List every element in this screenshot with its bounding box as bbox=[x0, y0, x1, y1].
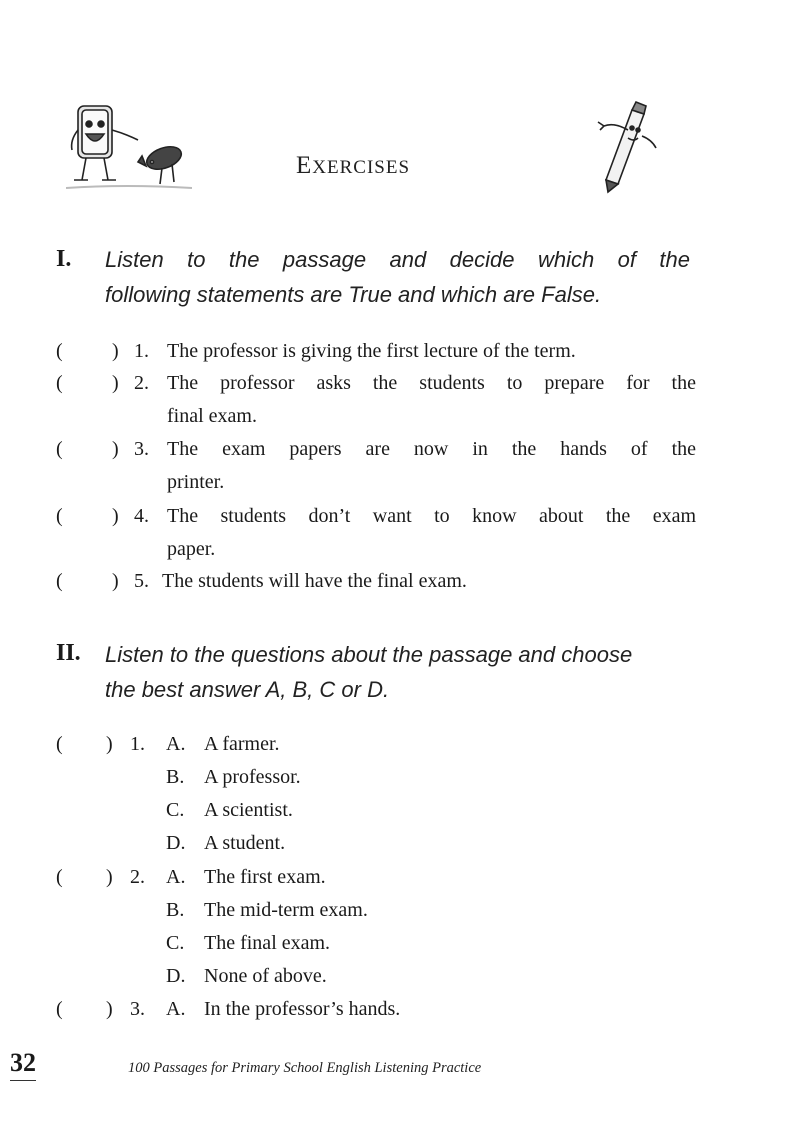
question-number: 3. bbox=[130, 998, 145, 1020]
item-text: The students don’t want to know about the exam bbox=[167, 505, 696, 527]
answer-blank-close: ) bbox=[106, 866, 113, 888]
multiple-choice-question bbox=[56, 994, 216, 1024]
answer-blank-close: ) bbox=[106, 998, 113, 1020]
item-number: 1. bbox=[134, 340, 149, 362]
answer-blank-close: ) bbox=[112, 438, 119, 460]
true-false-item bbox=[56, 434, 696, 464]
multiple-choice-question bbox=[56, 729, 216, 759]
question-number: 2. bbox=[130, 866, 145, 888]
option-text: None of above. bbox=[204, 965, 327, 987]
option-letter: C. bbox=[166, 799, 185, 821]
option-text: A professor. bbox=[204, 766, 301, 788]
answer-blank-open[interactable]: ( bbox=[56, 505, 63, 527]
option-letter: A. bbox=[166, 866, 186, 888]
answer-blank-close: ) bbox=[106, 733, 113, 755]
option-text: In the professor’s hands. bbox=[204, 998, 401, 1020]
section-number: I. bbox=[56, 246, 72, 272]
option-letter: C. bbox=[166, 932, 185, 954]
cartoon-characters-illustration bbox=[66, 100, 192, 192]
item-text: The exam papers are now in the hands of the bbox=[167, 438, 696, 460]
item-number: 3. bbox=[134, 438, 149, 460]
true-false-item bbox=[56, 566, 696, 596]
item-text: The professor asks the students to prepare for the bbox=[167, 372, 696, 394]
answer-blank-open[interactable]: ( bbox=[56, 340, 63, 362]
book-title-footer: 100 Passages for Primary School English Listening Practice bbox=[128, 1060, 482, 1076]
section-instruction bbox=[105, 242, 690, 312]
item-text-continued: printer. bbox=[167, 471, 225, 493]
option-letter: A. bbox=[166, 998, 186, 1020]
multiple-choice-question bbox=[56, 862, 216, 892]
item-text-continued: final exam. bbox=[167, 405, 257, 427]
section-instruction bbox=[105, 637, 690, 707]
answer-blank-open[interactable]: ( bbox=[56, 866, 63, 888]
instruction-line: Listen to the questions about the passage and choose bbox=[105, 642, 633, 667]
option-text: A student. bbox=[204, 832, 286, 854]
answer-blank-open[interactable]: ( bbox=[56, 998, 63, 1020]
item-text-continued: paper. bbox=[167, 538, 216, 560]
item-number: 2. bbox=[134, 372, 149, 394]
option-text: The mid-term exam. bbox=[204, 899, 368, 921]
true-false-item bbox=[56, 501, 696, 531]
true-false-item bbox=[56, 336, 696, 366]
instruction-line: following statements are True and which are False. bbox=[105, 282, 602, 307]
option-text: The first exam. bbox=[204, 866, 326, 888]
question-number: 1. bbox=[130, 733, 145, 755]
page-title: EXERCISES bbox=[296, 152, 411, 179]
option-letter: A. bbox=[166, 733, 186, 755]
answer-blank-open[interactable]: ( bbox=[56, 570, 63, 592]
option-text: A farmer. bbox=[204, 733, 280, 755]
item-text: The professor is giving the first lecture of the term. bbox=[167, 340, 576, 362]
answer-blank-open[interactable]: ( bbox=[56, 438, 63, 460]
pencil-character-illustration bbox=[592, 100, 662, 194]
answer-blank-close: ) bbox=[112, 372, 119, 394]
section-number: II. bbox=[56, 640, 81, 666]
page-number: 32 bbox=[10, 1048, 36, 1081]
true-false-item bbox=[56, 368, 696, 398]
answer-blank-close: ) bbox=[112, 340, 119, 362]
option-letter: B. bbox=[166, 899, 185, 921]
option-letter: D. bbox=[166, 965, 186, 987]
option-letter: B. bbox=[166, 766, 185, 788]
item-number: 5. bbox=[134, 570, 149, 592]
answer-blank-open[interactable]: ( bbox=[56, 733, 63, 755]
option-text: The final exam. bbox=[204, 932, 331, 954]
item-number: 4. bbox=[134, 505, 149, 527]
instruction-line: Listen to the passage and decide which of the bbox=[105, 247, 690, 272]
item-text: The students will have the final exam. bbox=[162, 570, 467, 592]
answer-blank-close: ) bbox=[112, 505, 119, 527]
option-text: A scientist. bbox=[204, 799, 293, 821]
answer-blank-close: ) bbox=[112, 570, 119, 592]
answer-blank-open[interactable]: ( bbox=[56, 372, 63, 394]
option-letter: D. bbox=[166, 832, 186, 854]
instruction-line: the best answer A, B, C or D. bbox=[105, 677, 390, 702]
